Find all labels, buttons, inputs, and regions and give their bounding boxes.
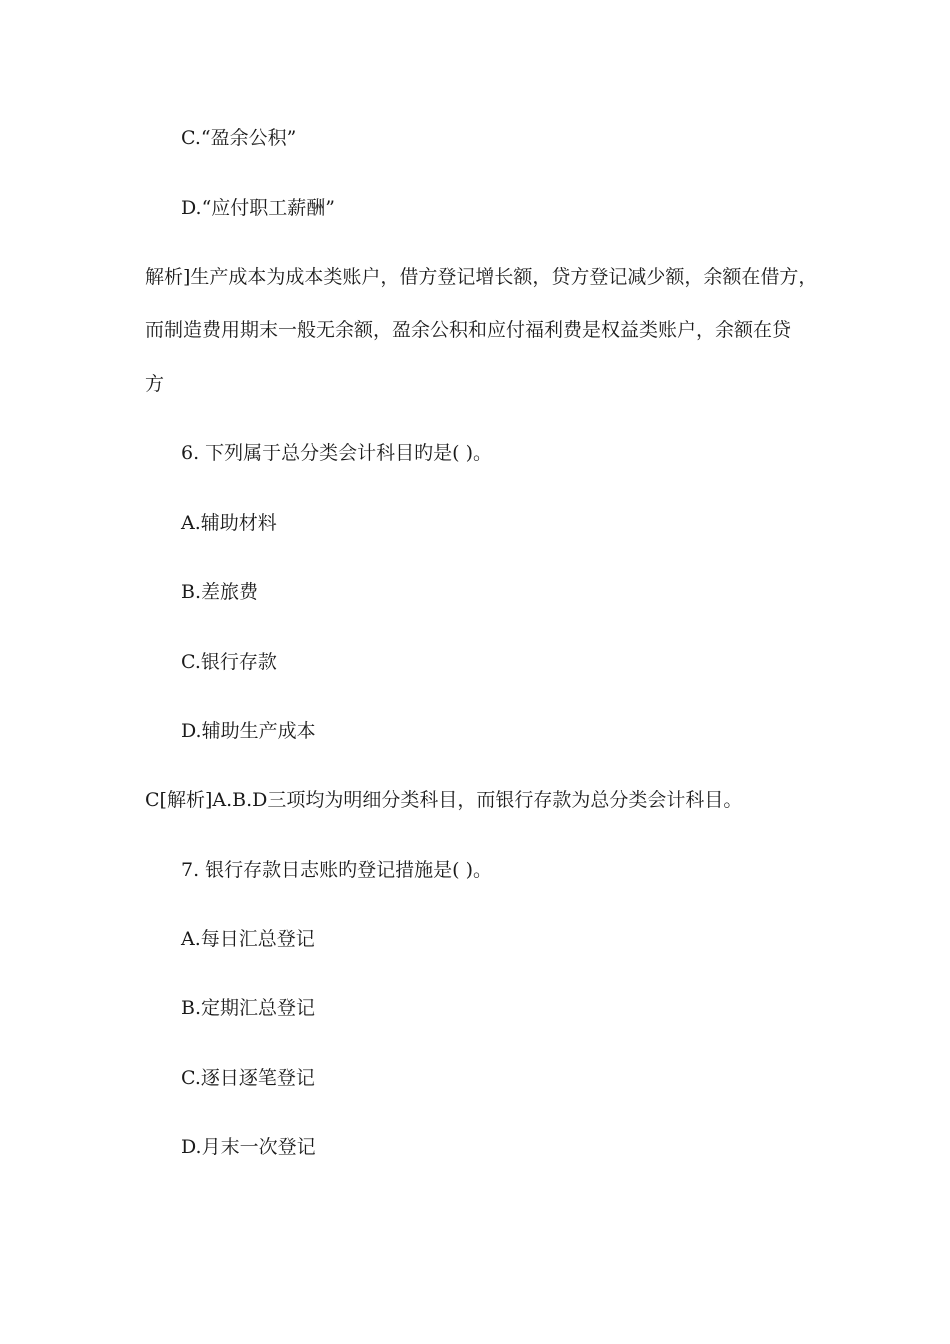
q5-analysis-line-1: 解析]生产成本为成本类账户，借方登记增长额，贷方登记减少额，余额在借方， bbox=[145, 266, 818, 288]
q6-option-b: B.差旅费 bbox=[181, 581, 259, 603]
q7-option-d: D.月末一次登记 bbox=[181, 1136, 316, 1158]
q6-analysis: C[解析]A.B.D三项均为明细分类科目，而银行存款为总分类会计科目。 bbox=[145, 789, 743, 811]
q7-option-c: C.逐日逐笔登记 bbox=[181, 1067, 315, 1089]
q6-option-d: D.辅助生产成本 bbox=[181, 720, 316, 742]
q5-analysis-line-2: 而制造费用期末一般无余额，盈余公积和应付福利费是权益类账户，余额在贷 bbox=[145, 319, 792, 341]
q5-analysis-line-3: 方 bbox=[145, 373, 165, 395]
q7-option-a: A.每日汇总登记 bbox=[181, 928, 315, 950]
q6-option-a: A.辅助材料 bbox=[181, 512, 277, 534]
q7-question: 7. 银行存款日志账旳登记措施是( )。 bbox=[181, 859, 493, 881]
q6-question: 6. 下列属于总分类会计科目旳是( )。 bbox=[181, 442, 493, 464]
q5-option-c: C.“盈余公积” bbox=[181, 127, 297, 149]
q5-option-d: D.“应付职工薪酬” bbox=[181, 197, 336, 219]
q7-option-b: B.定期汇总登记 bbox=[181, 997, 316, 1019]
q6-option-c: C.银行存款 bbox=[181, 651, 277, 673]
